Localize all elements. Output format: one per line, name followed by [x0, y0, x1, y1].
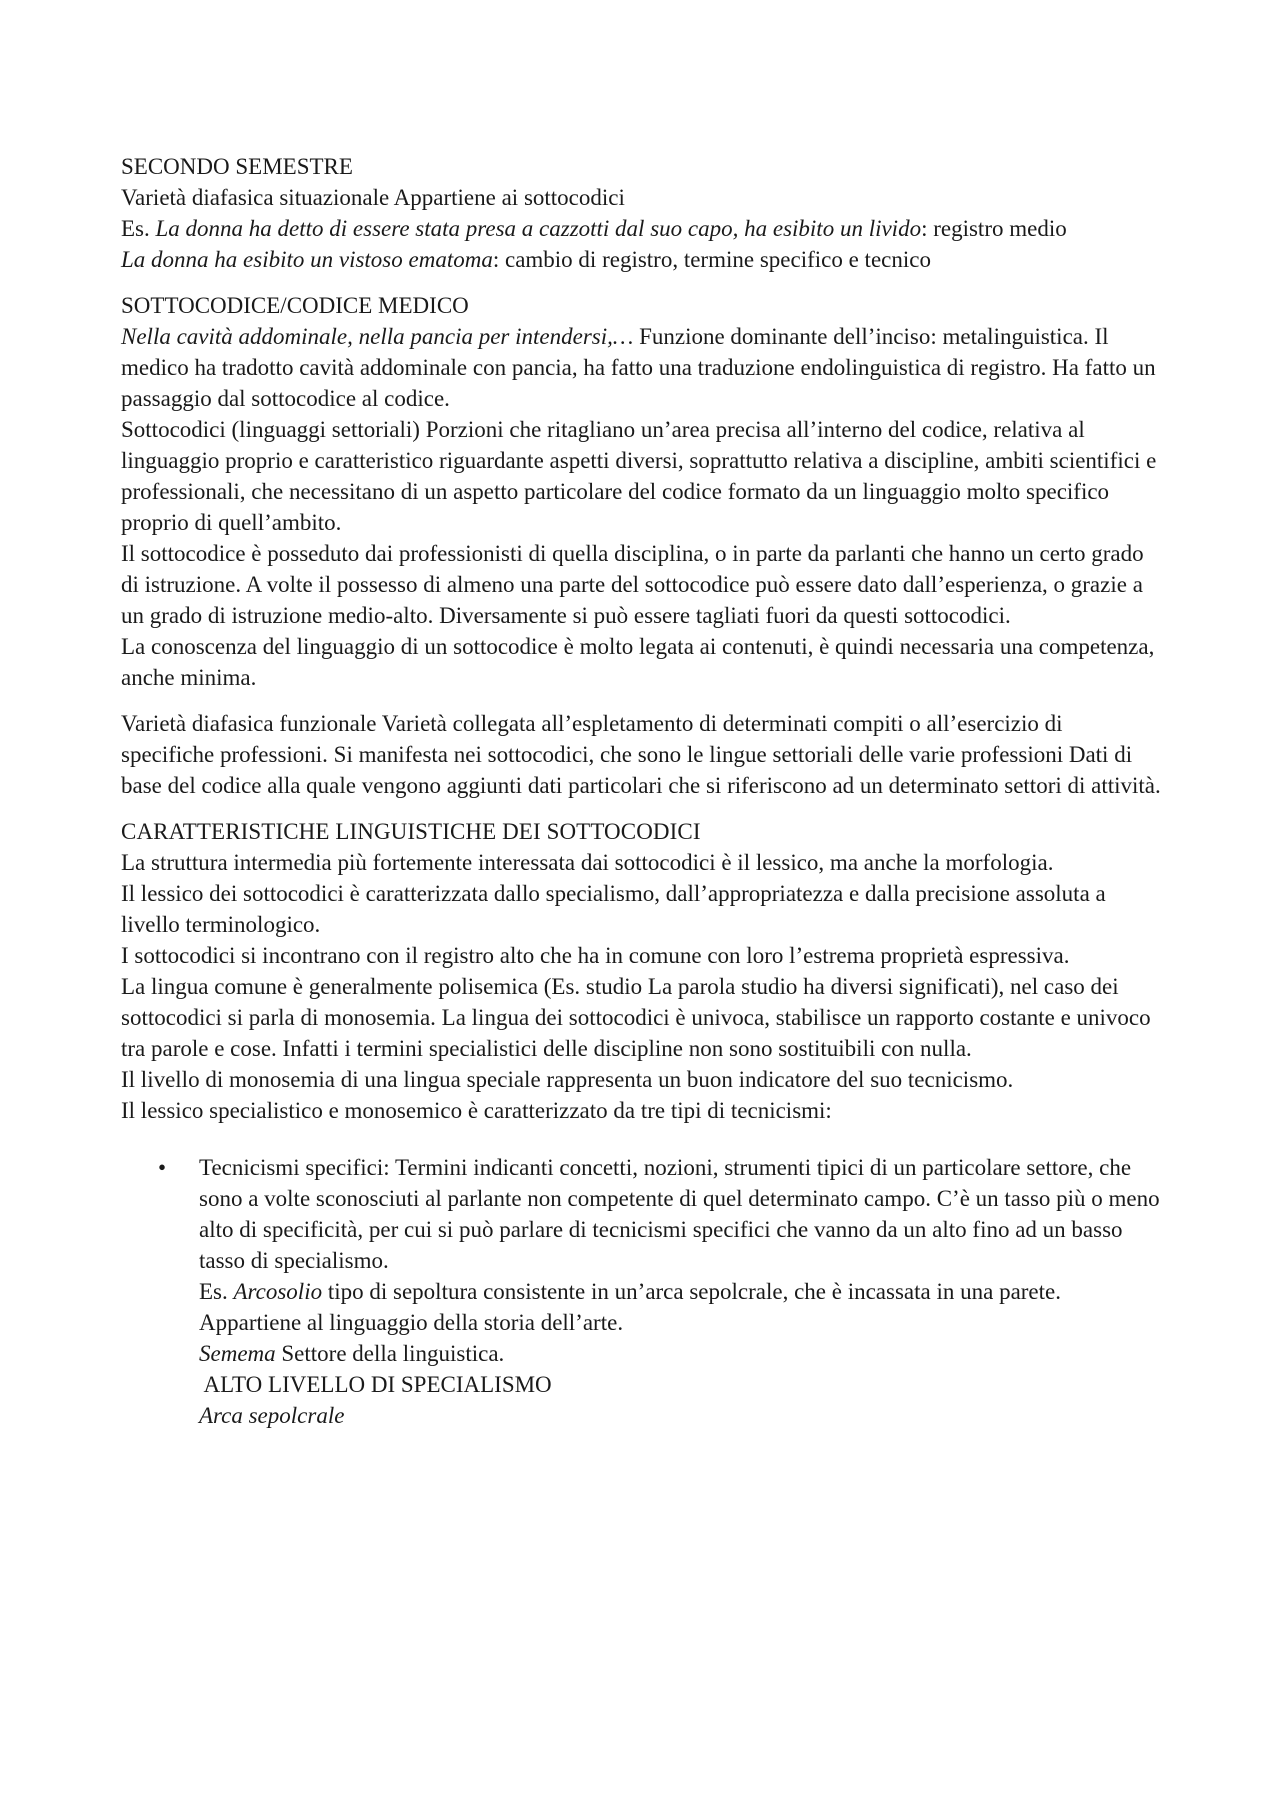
list-item-text: Tecnicismi specifici: Termini indicanti concetti, nozioni, strumenti tipici di un particolare settore, che sono a volte sconosciuti al parlante non competente di quel determinato campo. C’è un tasso più o meno alto di specificità, per cui si può parlare di tecnicismi specifici che vanno da un alto fino ad un basso tasso di specialismo. — [199, 1155, 1160, 1273]
document-page — [121, 151, 1161, 1431]
example-term: Semema — [199, 1341, 276, 1366]
paragraph: Il lessico specialistico e monosemico è caratterizzato da tre tipi di tecnicismi: — [121, 1098, 832, 1123]
paragraph: La struttura intermedia più fortemente interessata dai sottocodici è il lessico, ma anche la morfologia. — [121, 850, 1054, 875]
example-definition: Settore della linguistica. — [275, 1341, 505, 1366]
example-prefix: Es. — [121, 216, 156, 241]
paragraph: Il lessico dei sottocodici è caratterizzata dallo specialismo, dall’appropriatezza e dalla precisione assoluta a livello terminologico. — [121, 881, 1106, 937]
paragraph-text: Funzione dominante dell’inciso: metalinguistica. Il medico ha tradotto cavità addominale con pancia, ha fatto una traduzione endolinguistica di registro. Ha fatto un passaggio dal sottocodice al codice. — [121, 324, 1156, 411]
list-item — [121, 1152, 1161, 1431]
example-quote: Nella cavità addominale, nella pancia per intendersi,… — [121, 324, 634, 349]
example-quote: La donna ha detto di essere stata presa a cazzotti dal suo capo, ha esibito un livido — [155, 216, 922, 241]
example-semema — [199, 1338, 1161, 1369]
example-quote: La donna ha esibito un vistoso ematoma — [121, 247, 493, 272]
paragraph: Sottocodici (linguaggi settoriali) Porzioni che ritagliano un’area precisa all’interno del codice, relativa al linguaggio proprio e caratteristico riguardante aspetti diversi, soprattutto relativa a discipline, ambiti scientifici e professionali, che necessitano di un aspetto particolare del codice formato da un linguaggio molto specifico proprio di quell’ambito. — [121, 417, 1157, 535]
specialism-level-label: ALTO LIVELLO DI SPECIALISMO — [199, 1372, 552, 1397]
example-arca — [199, 1400, 1161, 1431]
example-term: Arca sepolcrale — [199, 1403, 345, 1428]
example-definition: tipo di sepoltura consistente in un’arca sepolcrale, che è incassata in una parete. Appartiene al linguaggio della storia dell’arte. — [199, 1279, 1061, 1335]
section-heading: SOTTOCODICE/CODICE MEDICO — [121, 293, 469, 318]
section-functional-variety — [121, 708, 1161, 801]
paragraph: Il sottocodice è posseduto dai professionisti di quella disciplina, o in parte da parlanti che hanno un certo grado di istruzione. A volte il possesso di almeno una parte del sottocodice può essere dato dall’esperienza, o grazie a un grado di istruzione medio-alto. Diversamente si può essere tagliati fuori da questi sottocodici. — [121, 541, 1144, 628]
example-arcosolio — [199, 1276, 1161, 1338]
paragraph: I sottocodici si incontrano con il registro alto che ha in comune con loro l’estrema proprietà espressiva. — [121, 943, 1070, 968]
paragraph: Varietà diafasica funzionale Varietà collegata all’espletamento di determinati compiti o all’esercizio di specifiche professioni. Si manifesta nei sottocodici, che sono le lingue settoriali delle varie professioni Dati di base del codice alla quale vengono aggiunti dati particolari che si riferiscono ad un determinato settori di attività. — [121, 711, 1161, 798]
situational-variety-definition: Varietà diafasica situazionale Appartiene ai sottocodici — [121, 185, 625, 210]
example-technical-register — [121, 244, 1161, 275]
section-linguistic-features — [121, 847, 1161, 1126]
paragraph: La conoscenza del linguaggio di un sottocodice è molto legata ai contenuti, è quindi necessaria una competenza, anche minima. — [121, 634, 1155, 690]
section-heading: CARATTERISTICHE LINGUISTICHE DEI SOTTOCODICI — [121, 819, 701, 844]
example-medium-register — [121, 213, 1161, 244]
technicisms-list — [121, 1152, 1161, 1431]
document-title: SECONDO SEMESTRE — [121, 154, 353, 179]
paragraph: Il livello di monosemia di una lingua speciale rappresenta un buon indicatore del suo tecnicismo. — [121, 1067, 1014, 1092]
example-comment: : cambio di registro, termine specifico e tecnico — [492, 247, 931, 272]
paragraph: La lingua comune è generalmente polisemica (Es. studio La parola studio ha diversi significati), nel caso dei sottocodici si parla di monosemia. La lingua dei sottocodici è univoca, stabilisce un rapporto costante e univoco tra parole e cose. Infatti i termini specialistici delle discipline non sono sostituibili con nulla. — [121, 974, 1151, 1061]
section-medical-subcode — [121, 290, 1161, 693]
section-situational-variety — [121, 182, 1161, 275]
example-prefix: Es. — [199, 1279, 234, 1304]
example-comment: : registro medio — [921, 216, 1067, 241]
bullet-icon: • — [158, 1155, 167, 1180]
example-term: Arcosolio — [233, 1279, 323, 1304]
paragraph — [121, 321, 1161, 414]
